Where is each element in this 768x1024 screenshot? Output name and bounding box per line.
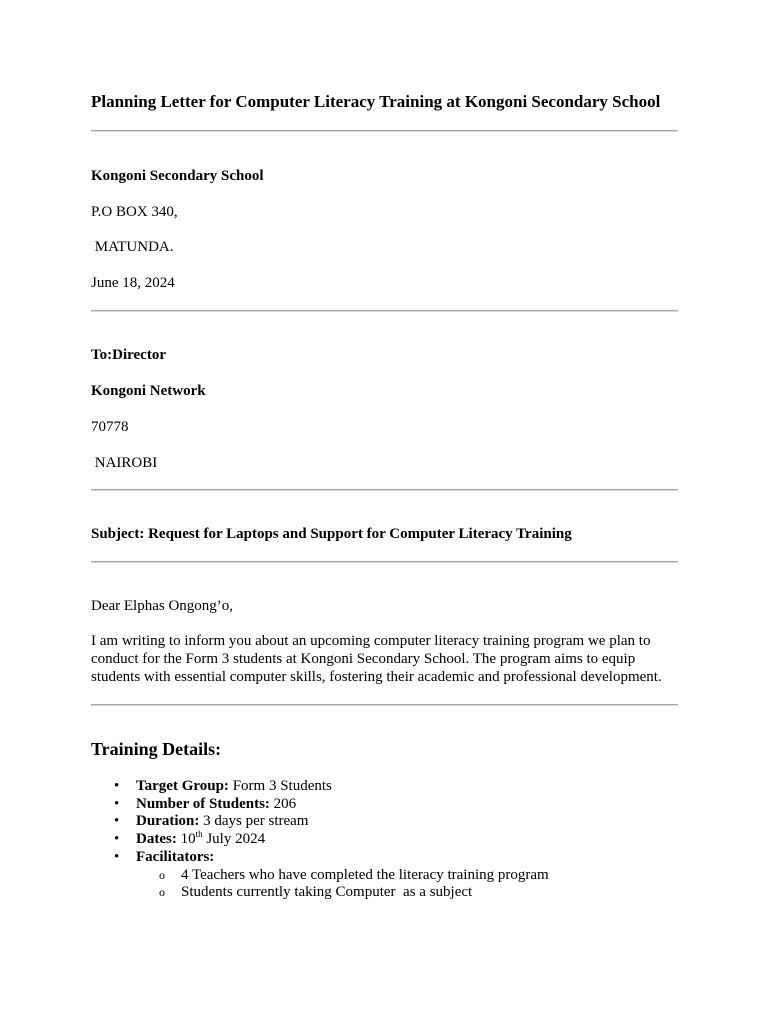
duration-label: Duration: (136, 813, 200, 830)
divider (91, 704, 678, 706)
recipient-city: NAIROBI (91, 455, 158, 471)
facilitator-text: Students currently taking Computer as a subject (181, 884, 473, 901)
bullet-icon: • (114, 813, 120, 830)
training-details-heading: Training Details: (91, 739, 222, 759)
dates-rest: July 2024 (202, 831, 266, 848)
divider (91, 130, 678, 132)
bullet-icon: • (114, 795, 120, 812)
list-item-target-group (91, 778, 549, 796)
list-item-facilitators (91, 849, 549, 902)
salutation: Dear Elphas Ongong’o, (91, 598, 234, 614)
circle-bullet-icon: o (159, 867, 165, 882)
duration-value: 3 days per stream (199, 813, 309, 830)
students-label: Number of Students: (136, 795, 270, 812)
facilitators-list (136, 867, 549, 902)
body-paragraph: I am writing to inform you about an upcoming computer literacy training program we plan to conduct for the Form 3 students at Kongoni Secondary School. The program aims to equip students with essential computer skills, fostering their academic and professional development. (91, 633, 662, 685)
divider (91, 561, 678, 563)
bullet-icon: • (114, 848, 120, 865)
sender-address-line1: P.O BOX 340, (91, 204, 178, 220)
list-item-number-of-students (91, 796, 549, 814)
bullet-icon: • (114, 831, 120, 848)
dates-label: Dates: (136, 831, 177, 848)
sender-name: Kongoni Secondary School (91, 168, 264, 184)
training-details-list (91, 778, 549, 902)
list-item-duration (91, 813, 549, 831)
students-value: 206 (269, 795, 297, 812)
target-group-label: Target Group: (136, 778, 229, 794)
sender-address-line2: MATUNDA. (91, 239, 174, 255)
facilitator-item (136, 867, 549, 885)
recipient-organization: Kongoni Network (91, 383, 206, 399)
divider (91, 310, 678, 312)
dates-suffix: th (195, 829, 203, 840)
bullet-icon: • (114, 778, 120, 794)
recipient-code: 70778 (91, 419, 129, 435)
facilitators-label: Facilitators: (136, 848, 215, 865)
list-item-dates (91, 831, 549, 849)
recipient-to: To:Director (91, 347, 166, 363)
facilitator-text: 4 Teachers who have completed the literacy training program (181, 866, 549, 883)
dates-day: 10 (176, 831, 196, 848)
target-group-value: Form 3 Students (228, 778, 332, 794)
facilitator-item (136, 884, 549, 902)
divider (91, 489, 678, 491)
circle-bullet-icon: o (159, 885, 165, 900)
letter-date: June 18, 2024 (91, 275, 175, 291)
letter-subject: Subject: Request for Laptops and Support for Computer Literacy Training (91, 526, 572, 542)
letter-page (91, 0, 678, 1024)
document-title: Planning Letter for Computer Literacy Training at Kongoni Secondary School (91, 92, 661, 111)
